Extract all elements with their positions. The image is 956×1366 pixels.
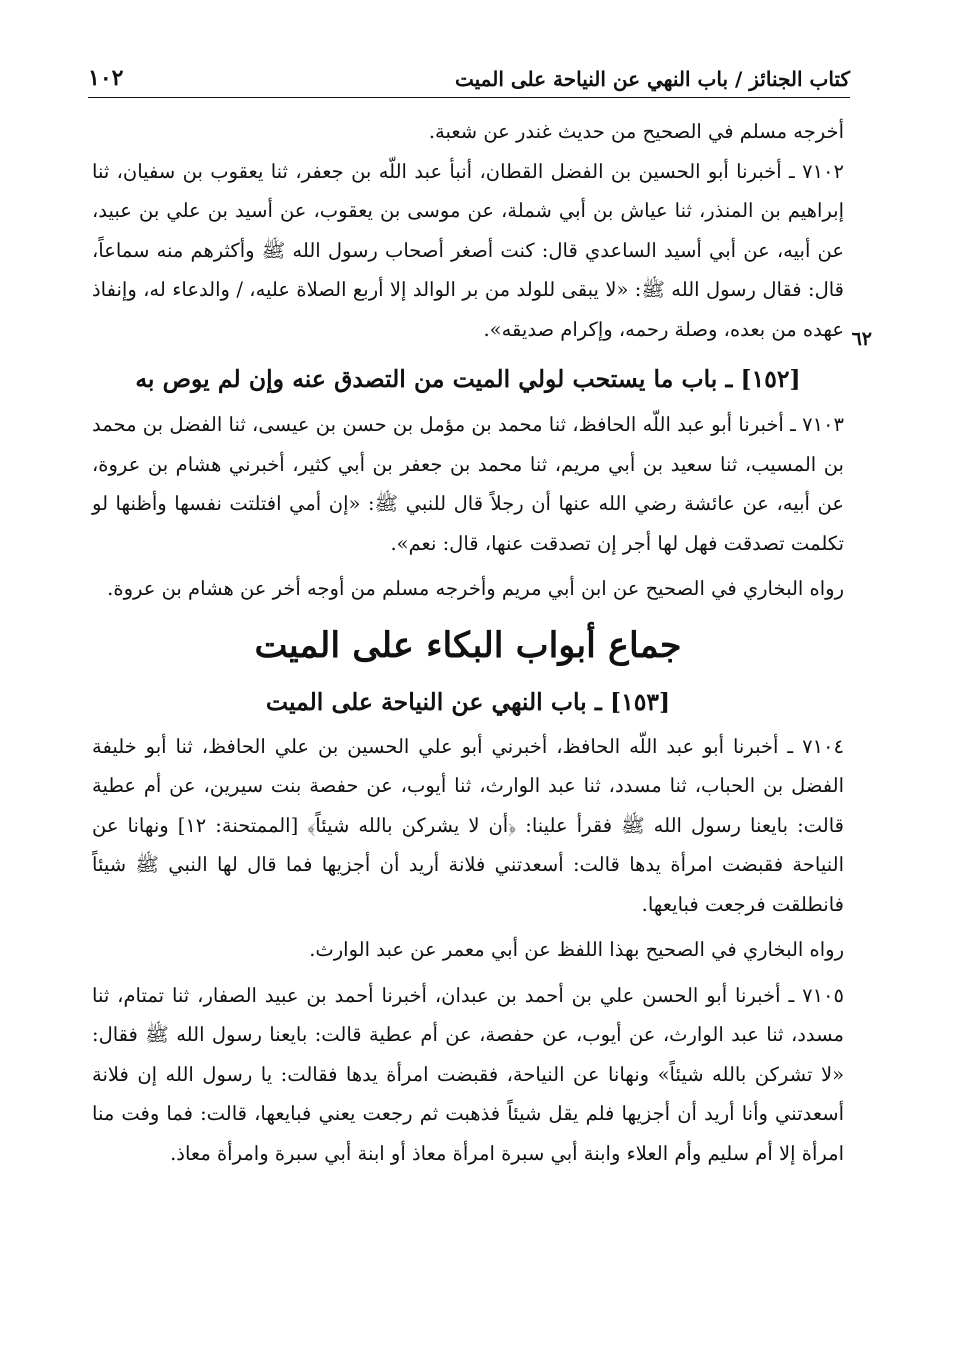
page-body (92, 112, 844, 1173)
section-title: جماع أبواب البكاء على الميت (254, 624, 682, 666)
chapter-heading-153: [١٥٣] ـ باب النهي عن النياحة على الميت (265, 687, 671, 716)
manuscript-folio-marker: ٦٢ (851, 328, 872, 350)
hadith-7105: ٧١٠٥ ـ أخبرنا أبو الحسن علي بن أحمد بن عبدان، أخبرنا أحمد بن عبيد الصفار، ثنا تمتام، ثنا مسدد، ثنا عبد الوارث، عن أيوب، عن حفصة، عن أم عطية قالت: بايعنا رسول الله ﷺ فقال: «لا تشركن بالله شيئاً» ونهانا عن النياحة، فقبضت امرأة يدها فقالت: يا رسول الله إن فلانة أسعدتني وأنا أريد أن أجزيها فلم يقل شيئاً فذهبت ثم رجعت يعني فبايعها، قالت: فما وفت منا امرأة إلا أم سليم وأم العلاء وابنة أبي سبرة امرأة معاذ أو ابنة أبي سبرة وامرأة معاذ. (92, 983, 844, 1165)
chapter-heading-152: [١٥٢] ـ باب ما يستحب لولي الميت من التصدق عنه وإن لم يوص به (135, 365, 801, 393)
hadith-7102: ٧١٠٢ ـ أخبرنا أبو الحسين بن الفضل القطان، أنبأ عبد اللّه بن جعفر، ثنا يعقوب بن سفيان، ثنا إبراهيم بن المنذر، ثنا عياش بن أبي شملة، عن موسى بن يعقوب، عن أسيد بن علي بن عبيد، عن أبيه، عن أبي أسيد الساعدي قال: كنت أصغر أصحاب رسول الله ﷺ وأكثرهم منه سماعاً، قال: فقال رسول الله ﷺ: «لا يبقى للولد من بر الوالد إلا أربع الصلاة عليه، / والدعاء له، وإنفاذ عهده من بعده، وصلة رحمه، وإكرام صديقه». (92, 159, 844, 341)
running-title: كتاب الجنائز / باب النهي عن النياحة على الميت (454, 67, 850, 91)
running-header (88, 58, 850, 98)
paragraph: أخرجه مسلم في الصحيح من حديث غندر عن شعبة. (428, 120, 844, 143)
paragraph-riwayah: رواه البخاري في الصحيح عن ابن أبي مريم وأخرجه مسلم من أوجه أخر عن هشام بن عروة. (107, 577, 844, 600)
paragraph-riwayah-2: رواه البخاري في الصحيح بهذا اللفظ عن أبي معمر عن عبد الوارث. (309, 938, 844, 961)
page-number: ١٠٢ (88, 65, 124, 91)
hadith-7104: ٧١٠٤ ـ أخبرنا أبو عبد اللّه الحافظ، أخبرني أبو علي الحسين بن علي الحافظ، ثنا أبو خليفة الفضل بن الحباب، ثنا مسدد، ثنا عبد الوارث، ثنا أيوب، عن حفصة بنت سيرين، عن أم عطية قالت: بايعنا رسول الله ﷺ فقرأ علينا: ﴿أن لا يشركن بالله شيئاً﴾ [الممتحنة: ١٢] ونهانا عن النياحة فقبضت امرأة يدها قالت: أسعدتني فلانة أريد أن أجزيها فما قال لها النبي ﷺ شيئاً فانطلقت فرجعت فبايعها. (92, 734, 844, 916)
hadith-7103: ٧١٠٣ ـ أخبرنا أبو عبد اللّه الحافظ، ثنا محمد بن مؤمل بن حسن بن عيسى، ثنا الفضل بن محمد بن المسيب، ثنا سعيد بن أبي مريم، ثنا محمد بن جعفر بن أبي كثير، أخبرني هشام بن عروة، عن أبيه، عن عائشة رضي الله عنها أن رجلاً قال للنبي ﷺ: «إن أمي افتلتت نفسها وأظنها لو تكلمت تصدقت فهل لها أجر إن تصدقت عنها، قال: نعم». (92, 413, 844, 555)
